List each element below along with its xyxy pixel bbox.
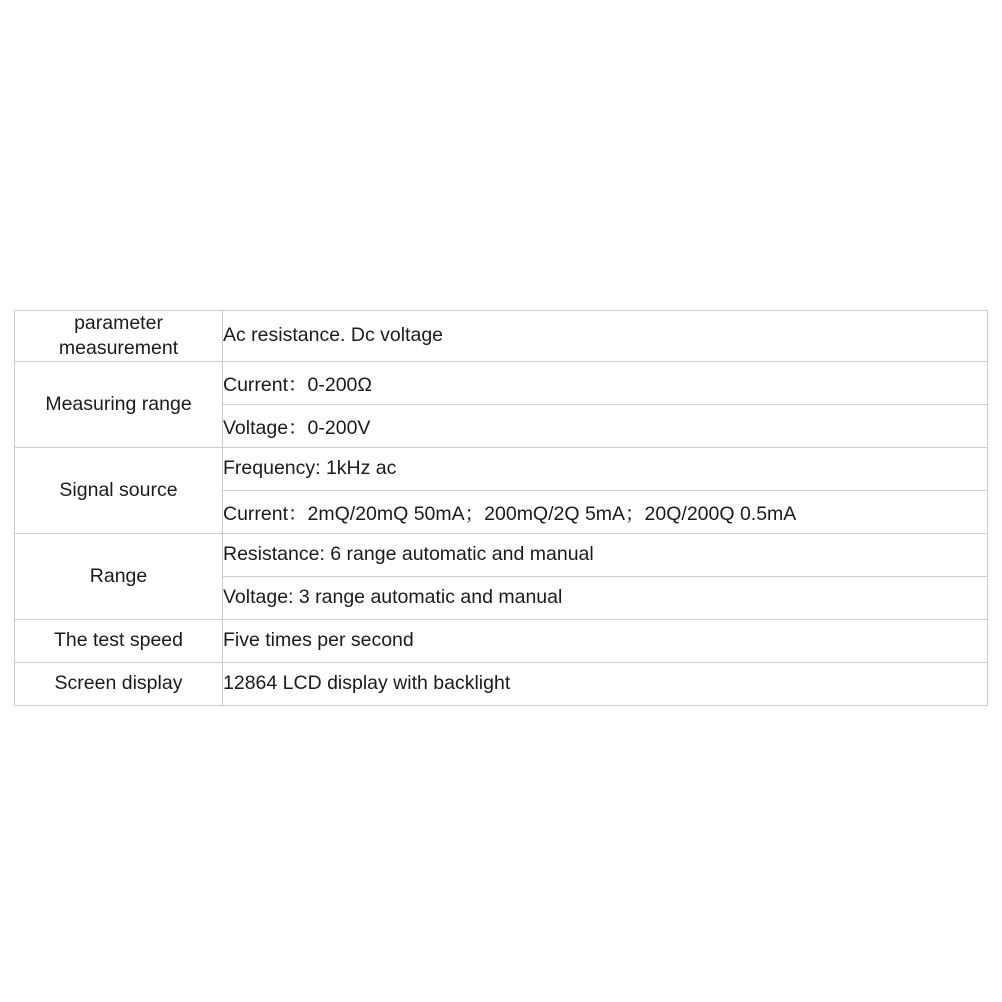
specification-table-container — [14, 310, 988, 706]
row-label-screen-display — [15, 662, 223, 705]
table-row — [15, 361, 988, 404]
row-label-line: parameter — [74, 312, 163, 334]
table-row — [15, 447, 988, 490]
row-value-test-speed: Five times per second — [223, 619, 988, 662]
table-row — [15, 311, 988, 362]
row-label-line: Range — [89, 564, 148, 587]
row-label-line: Measuring range — [45, 392, 192, 415]
row-label-line: measurement — [58, 336, 179, 359]
row-value-signal-source-current: Current：2mQ/20mQ 50mA；200mQ/2Q 5mA；20Q/200Q 0.5mA — [223, 490, 988, 533]
row-label-signal-source — [15, 447, 223, 533]
row-label-parameter-measurement — [15, 311, 223, 362]
row-label-measuring-range — [15, 361, 223, 447]
table-row — [15, 662, 988, 705]
row-value-parameter-measurement: Ac resistance. Dc voltage — [223, 311, 988, 362]
table-row — [15, 533, 988, 576]
row-label-range — [15, 533, 223, 619]
row-value-signal-source-frequency: Frequency: 1kHz ac — [223, 447, 988, 490]
row-value-range-resistance: Resistance: 6 range automatic and manual — [223, 533, 988, 576]
row-value-screen-display: 12864 LCD display with backlight — [223, 662, 988, 705]
row-value-measuring-range-voltage: Voltage：0-200V — [223, 404, 988, 447]
row-label-line: The test speed — [54, 629, 183, 652]
row-label-line: Signal source — [59, 478, 178, 501]
table-row — [15, 619, 988, 662]
specification-table — [14, 310, 988, 706]
row-value-measuring-range-current: Current：0-200Ω — [223, 361, 988, 404]
row-label-line: Screen display — [54, 672, 183, 695]
row-value-range-voltage: Voltage: 3 range automatic and manual — [223, 576, 988, 619]
row-label-test-speed — [15, 619, 223, 662]
